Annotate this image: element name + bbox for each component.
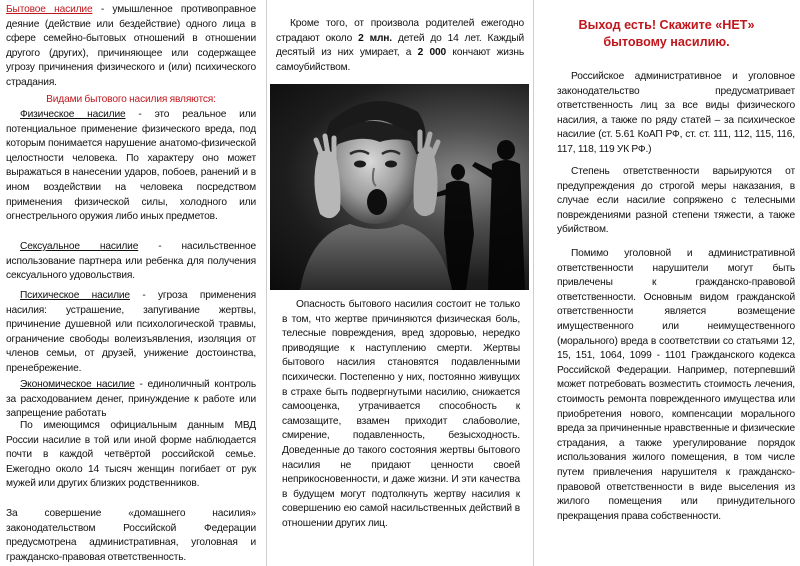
title-line-2: бытовому насилию. <box>603 35 730 49</box>
title-line-1: Выход есть! Скажите «НЕТ» <box>578 18 755 32</box>
children-stats-text: кончают жизнь самоубийством. <box>276 47 524 73</box>
liability-paragraph: За совершение «домашнего насилия» законодательством Российской Федерации предусмотрена административная, уголовная и гражданско-правовая ответственность. <box>6 508 256 563</box>
economic-violence-term: Экономическое насилие <box>20 379 135 390</box>
psychological-violence-term: Психическое насилие <box>20 290 130 301</box>
civil-liability-paragraph: Помимо уголовной и административной ответственности нарушители могут быть привлечены к гражданско-правовой ответственности. Основным видом гражданской ответственности является возмещение имущественного или неимущественного (морального) вреда в соответствии со статьями 12, 15, 151, 1064, 1099 - 1101 Гражданского кодекса Российской Федерации. Например, потерпевший может потребовать возместить стоимость лечения, стоимость ремонта поврежденного имущества или приобретения нового, компенсации морального вреда за причиненные нравственные и физические страдания, а также урегулирование порядок использования жилого помещения, в том числе путем привлечения нарушителя к гражданско-правовой ответственности в виде выселения из жилого помещения или принудительного прекращения права собственности. <box>557 248 795 522</box>
children-stats-text: Кроме того, от произвола родителей ежегодно страдают около <box>276 18 524 44</box>
domestic-violence-term: Бытовое насилие <box>6 4 93 15</box>
psychological-violence-paragraph <box>6 289 256 377</box>
economic-violence-text: - единоличный контроль за расходованием денег, принуждение к работе или запрещение работать <box>6 379 256 420</box>
statistics-paragraph: По имеющимся официальным данным МВД России насилие в той или иной форме наблюдается почти в каждой четвёртой российской семье. Ежегодно около 14 тысяч женщин погибает от рук мужей или других близких родственников. <box>6 420 256 490</box>
sexual-violence-term: Сексуальное насилие <box>20 241 139 252</box>
domestic-violence-definition <box>6 3 256 91</box>
sexual-violence-paragraph <box>6 240 256 284</box>
physical-violence-paragraph <box>6 108 256 225</box>
middle-column <box>266 0 533 566</box>
sexual-violence-text: - насильственное использование партнера или ребенка для получения сексуального удовольствия. <box>6 241 256 282</box>
violence-danger-paragraph: Опасность бытового насилия состоит не только в том, что жертве причиняются физическая боль, телесные повреждения, вред здоровью, нередко приводящие к наступлению смерти. Жертвы бытового насилия становятся подавленными психически. Постепенно у них, постоянно живущих в страхе быть подвергнутыми насилию, снижается самооценка, утрачивается способность к самозащите, взамен приходит слабоволие, смирение, подавленность, безысходность. Доведенные до такого состояния жертвы бытового насилия не придают ценности своей неприкосновенности, и даже жизни. И эти качества в будущем могут подтолкнуть жертву насилия к совершению ею самой насильственных действий в отношении других лиц. <box>282 299 520 529</box>
frightened-child-photo <box>270 84 529 290</box>
left-column <box>0 0 266 566</box>
children-statistics-paragraph <box>276 17 524 75</box>
frightened-child-illustration <box>270 84 529 290</box>
legislation-paragraph: Российское административное и уголовное законодательство предусматривает ответственность лиц за все виды физического насилия, а также по ряду статей – за психическое насилие (ст. 5.61 КоАП РФ, ст. ст. 111, 112, 115, 116, 117, 118, 119 УК РФ.) <box>557 71 795 155</box>
definition-text: - умышленное противоправное деяние (действие или бездействие) одного лица в сфере семейно-бытовых отношений в отношении другого (других), причиняющее или содержащее угрозу причинения физического и (или) психического страдания. <box>6 4 256 88</box>
responsibility-degree-paragraph: Степень ответственности варьируются от предупреждения до строгой меры наказания, в случае если насилие сопряжено с телесными повреждениями разной степени тяжести, а также убийством. <box>557 166 795 236</box>
suicide-count: 2 000 <box>417 47 447 59</box>
violence-types-heading: Видами бытового насилия являются: <box>46 94 216 105</box>
children-stats-text: детей до 14 лет. Каждый десятый из них умирает, а <box>276 32 525 59</box>
right-column <box>533 0 800 566</box>
economic-violence-paragraph <box>6 378 256 422</box>
children-count: 2 млн. <box>358 32 392 44</box>
physical-violence-text: - это реальное или потенциальное применение физического вреда, под которым понимается нарушение анатомо-физической целостности человека. По характеру оно может выражаться в нанесении ударов, побоев, ранений и в ином воздействии на человека посредством применения физической силы, холодного или огнестрельного оружия либо иных предметов. <box>6 109 257 223</box>
physical-violence-term: Физическое насилие <box>20 109 126 120</box>
say-no-title <box>543 17 790 51</box>
psychological-violence-text: - угроза применения насилия: устрашение, запугивание жертвы, причинение душевной или психологической травмы, ограничение свободы волеизъявления, изоляция от членов семьи, от друзей, унижение достоинства, пренебрежение. <box>6 290 256 374</box>
